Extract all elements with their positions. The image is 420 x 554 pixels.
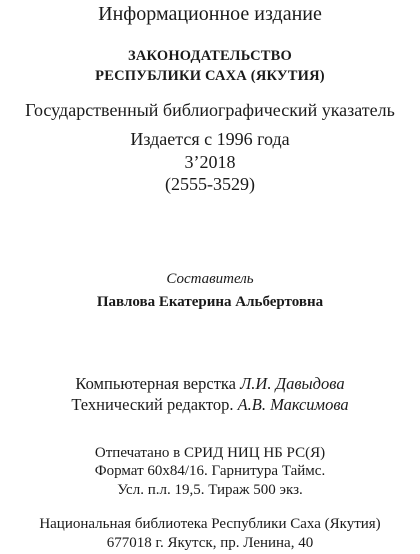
layout-credit-name: Л.И. Давыдова	[240, 374, 345, 393]
compiler-name: Павлова Екатерина Альбертовна	[96, 294, 324, 310]
issue-number: 3’2018	[184, 152, 236, 172]
layout-credit	[0, 376, 420, 393]
editor-credit	[0, 397, 420, 414]
subtitle: Государственный библиографический указатель	[25, 100, 395, 120]
published-since: Издается с 1996 года	[130, 129, 290, 149]
publication-type: Информационное издание	[98, 3, 322, 25]
printing-line-3: Усл. п.л. 19,5. Тираж 500 экз.	[117, 482, 303, 498]
editor-credit-name: А.В. Максимова	[237, 395, 349, 414]
library-address: 677018 г. Якутск, пр. Ленина, 40	[106, 535, 314, 551]
issn: (2555-3529)	[165, 174, 255, 194]
title-line-2: РЕСПУБЛИКИ САХА (ЯКУТИЯ)	[95, 68, 325, 84]
library-name: Национальная библиотека Республики Саха (Якутия)	[39, 516, 381, 532]
editor-credit-label: Технический редактор.	[71, 395, 238, 414]
compiler-role: Составитель	[166, 271, 254, 287]
printing-line-2: Формат 60х84/16. Гарнитура Таймс.	[94, 463, 326, 479]
title-line-1: ЗАКОНОДАТЕЛЬСТВО	[127, 48, 293, 64]
layout-credit-label: Компьютерная верстка	[75, 374, 241, 393]
printing-line-1: Отпечатано в СРИД НИЦ НБ РС(Я)	[94, 445, 326, 461]
